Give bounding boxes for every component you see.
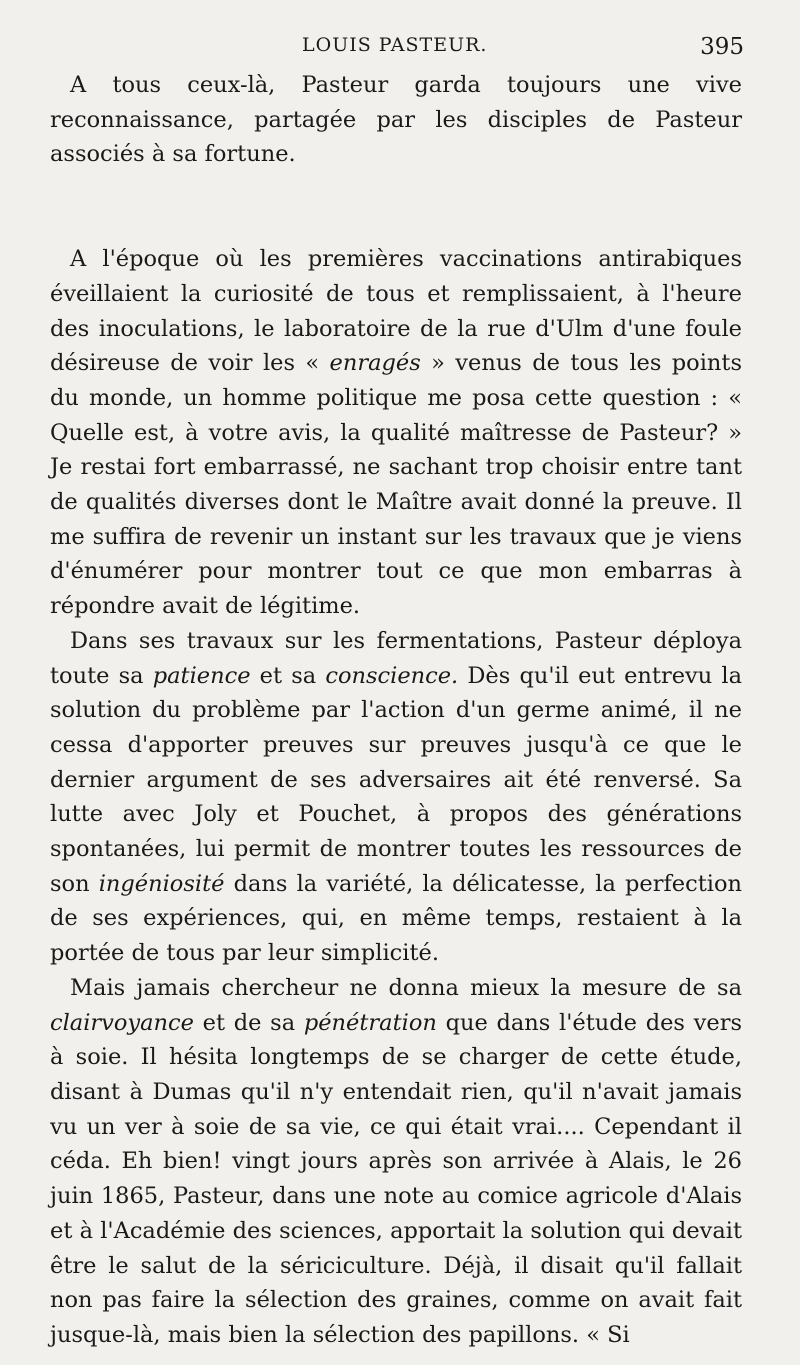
paragraph-1 xyxy=(50,68,742,172)
text-run: et sa xyxy=(250,662,326,689)
paragraph-3 xyxy=(50,624,742,971)
text-run: Dans ses travaux sur les fermentations, Pasteur déploya toute sa xyxy=(50,627,742,689)
body-text xyxy=(50,68,742,1353)
running-head: LOUIS PASTEUR. xyxy=(302,34,488,56)
italic-run: pénétration xyxy=(303,1009,437,1036)
text-run: et de sa xyxy=(193,1009,304,1036)
italic-run: patience xyxy=(152,662,251,689)
text-run: A tous ceux-là, Pasteur garda toujours une vive reconnaissance, partagée par les disciples de Pasteur associés à sa fortune. xyxy=(50,72,742,168)
italic-run: ingéniosité xyxy=(98,870,225,897)
paragraph-4 xyxy=(50,971,742,1353)
italic-run: enragés xyxy=(329,350,421,377)
italic-run: clairvoyance xyxy=(50,1009,194,1036)
text-run: dans la variété, la délicatesse, la perfection de ses expériences, qui, en même temps, restaient à la portée de tous par leur simplicité. xyxy=(50,870,742,967)
text-run: que dans l'étude des vers à soie. Il hésita longtemps de se charger de cette étude, disant à Dumas qu'il n'y entendait rien, qu'il n'avait jamais vu un ver à soie de sa vie, ce qui était vrai.... Cependant il céda. Eh bien! vingt jours après son arrivée à Alais, le 26 juin 1865, Pasteur, dans une note au comice agricole d'Alais et à l'Académie des sciences, apportait la solution qui devait être le salut de la sériciculture. Déjà, il disait qu'il fallait non pas faire la sélection des graines, comme on avait fait jusque-là, mais bien la sélection des papillons. « Si xyxy=(50,1009,742,1348)
text-run: Dès qu'il eut entrevu la solution du problème par l'action d'un germe animé, il ne cessa d'apporter preuves sur preuves jusqu'à ce que le dernier argument de ses adversaires ait été renversé. Sa lutte avec Joly et Pouchet, à propos des générations spontanées, lui permit de montrer toutes les ressources de son xyxy=(50,662,742,897)
italic-run: conscience. xyxy=(325,662,459,689)
text-run: » venus de tous les points du monde, un homme politique me posa cette question : « Quelle est, à votre avis, la qualité maîtresse de Pasteur? » Je restai fort embarrassé, ne sachant trop choisir entre tant de qualités diverses dont le Maître avait donné la preuve. Il me suffira de revenir un instant sur les travaux que je viens d'énumérer pour montrer tout ce que mon embarras à répondre avait de légitime. xyxy=(50,350,742,620)
page-number: 395 xyxy=(700,34,744,60)
paragraph-2 xyxy=(50,242,742,624)
text-run: Mais jamais chercheur ne donna mieux la mesure de sa xyxy=(70,974,742,1001)
text-run: A l'époque où les premières vaccinations antirabiques éveillaient la curiosité de tous et remplissaient, à l'heure des inoculations, le laboratoire de la rue d'Ulm d'une foule désireuse de voir les « xyxy=(50,246,742,377)
page-header xyxy=(50,28,770,68)
